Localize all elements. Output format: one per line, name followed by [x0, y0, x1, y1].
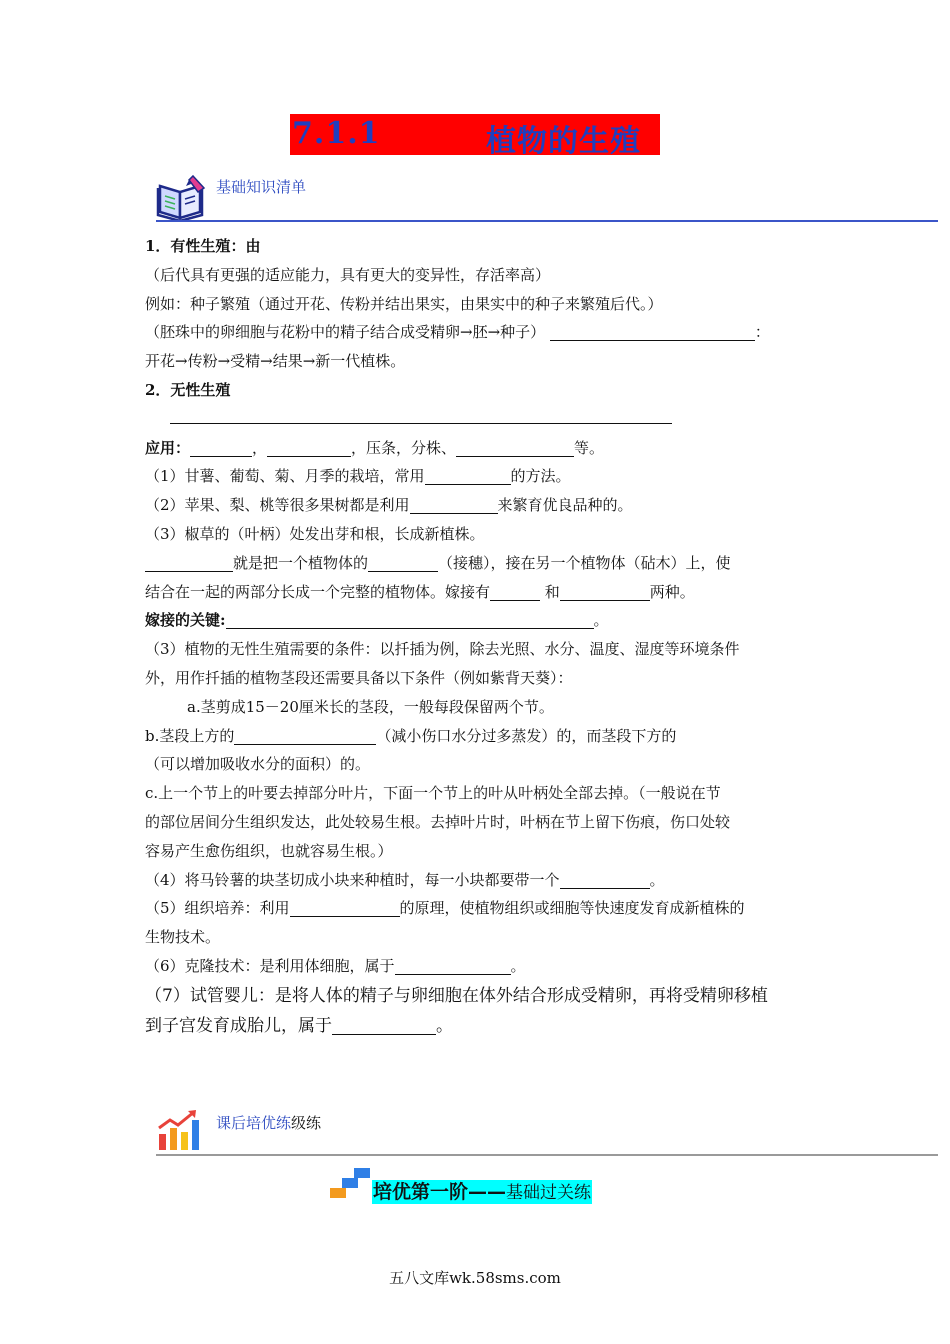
section-divider [156, 1154, 938, 1156]
tier-heading [328, 1168, 648, 1208]
list-item: 开花→传粉→受精→结果→新一代植株。 [145, 352, 406, 371]
list-item: 应用： ， ，压条，分株、 等。 [145, 438, 605, 457]
tier-label: 培优第一阶——基础过关练 [373, 1181, 592, 1203]
list-item: （后代具有更强的适应能力，具有更大的变异性，存活率高） [145, 265, 551, 284]
growth-chart-icon [156, 1108, 204, 1152]
steps-icon [328, 1168, 372, 1202]
list-item: （6）克隆技术：是利用体细胞，属于 。 [145, 956, 526, 975]
title-number: 7.1.1 [292, 116, 381, 151]
book-icon [156, 172, 208, 220]
list-item: （3）植物的无性生殖需要的条件：以扦插为例，除去光照、水分、温度、湿度等环境条件 [145, 640, 740, 659]
list-item: （5）组织培养：利用 的原理，使植物组织或细胞等快速度发育成新植株的 [145, 899, 745, 918]
list-item: （可以增加吸收水分的面积）的。 [145, 755, 371, 774]
list-item: 外，用作扦插的植物茎段还需要具备以下条件（例如紫背天葵）： [145, 668, 573, 687]
list-item: 容易产生愈伤组织，也就容易生根。） [145, 841, 393, 860]
list-item: （3）椒草的（叶柄）处发出芽和根，长成新植株。 [145, 524, 485, 543]
section-header-knowledge [156, 172, 938, 222]
section-label: 基础知识清单 [216, 178, 307, 196]
list-item: 2．无性生殖 [145, 380, 231, 399]
list-item: c.上一个节上的叶要去掉部分叶片，下面一个节上的叶从叶柄处全部去掉。（一般说在节 [145, 784, 721, 803]
list-item: （4）将马铃薯的块茎切成小块来种植时，每一小块都要带一个 。 [145, 870, 665, 889]
list-item: 例如：种子繁殖（通过开花、传粉并结出果实，由果实中的种子来繁殖后代。） [145, 294, 663, 313]
list-item: 1．有性生殖：由 [145, 237, 261, 255]
list-item: 到子宫发育成胎儿，属于 。 [145, 1015, 453, 1036]
list-item: （1）甘薯、葡萄、菊、月季的栽培，常用 的方法。 [145, 467, 571, 486]
title-text: 植物的生殖 [486, 124, 641, 159]
list-item: 结合在一起的两部分长成一个完整的植物体。嫁接有 和 两种。 [145, 582, 695, 601]
knowledge-list [145, 232, 813, 1041]
section-label: 课后培优练级练 [216, 1114, 322, 1132]
footer-watermark: 五八文库wk.58sms.com [389, 1269, 561, 1287]
list-item: b.茎段上方的 （减小伤口水分过多蒸发）的，而茎段下方的 [145, 726, 677, 745]
list-item: （7）试管婴儿：是将人体的精子与卵细胞在体外结合形成受精卵，再将受精卵移植 [145, 985, 768, 1006]
list-item: （胚珠中的卵细胞与花粉中的精子结合成受精卵→胚→种子） ： [145, 323, 770, 342]
list-item: 的部位居间分生组织发达，此处较易生根。去掉叶片时，叶柄在节上留下伤痕，伤口处较 [145, 812, 731, 831]
list-item: 生物技术。 [145, 928, 221, 947]
list-item: a.茎剪成15－20厘米长的茎段，一般每段保留两个节。 [187, 697, 554, 716]
page-title [290, 114, 660, 159]
section-divider [156, 220, 938, 222]
list-item: （2）苹果、梨、桃等很多果树都是利用 来繁育优良品种的。 [145, 496, 633, 515]
list-item [145, 405, 813, 434]
list-item: 嫁接的关键: 。 [145, 611, 609, 630]
list-item: 就是把一个植物体的 （接穗），接在另一个植物体（砧木）上，使 [145, 549, 813, 578]
section-header-practice [156, 1108, 938, 1156]
